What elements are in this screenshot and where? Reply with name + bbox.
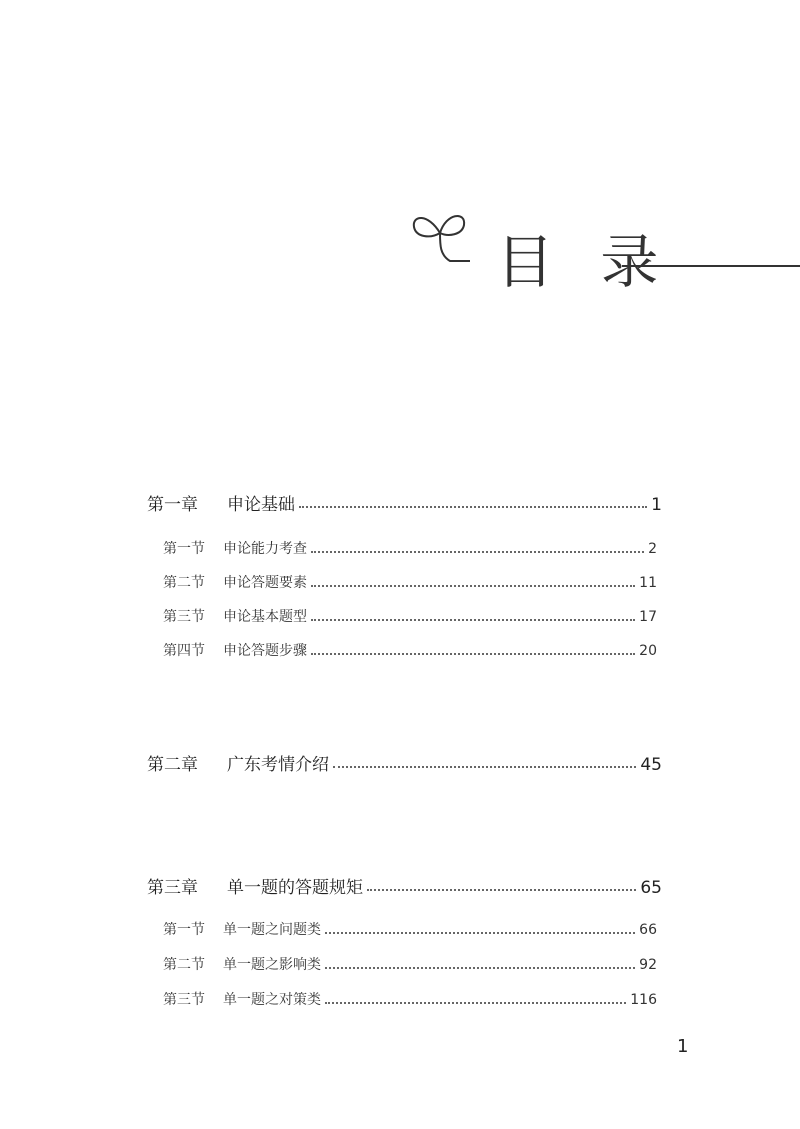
chapter-title: 广东考情介绍	[227, 755, 329, 775]
dot-leader	[311, 653, 635, 655]
toc-section-3-2[interactable]	[163, 954, 657, 974]
section-label: 第三节	[163, 609, 205, 625]
section-label: 第一节	[163, 541, 205, 557]
section-title: 申论答题要素	[223, 575, 307, 591]
chapter-label: 第三章	[147, 878, 198, 898]
page-number: 1	[677, 1036, 689, 1057]
dot-leader	[367, 889, 636, 891]
section-title: 申论基本题型	[223, 609, 307, 625]
section-title: 单一题之影响类	[223, 957, 321, 973]
section-page: 20	[639, 643, 657, 659]
section-page: 11	[639, 575, 657, 591]
dot-leader	[325, 967, 635, 969]
dot-leader	[325, 1002, 626, 1004]
section-page: 92	[639, 957, 657, 973]
chapter-title: 单一题的答题规矩	[227, 878, 363, 898]
toc-chapter-2[interactable]	[147, 750, 662, 775]
toc-header	[410, 205, 800, 305]
toc-section-1-3[interactable]	[163, 606, 657, 626]
section-title: 申论能力考查	[223, 541, 307, 557]
dot-leader	[311, 551, 644, 553]
sprout-icon	[410, 205, 485, 270]
chapter-page: 45	[640, 755, 662, 775]
chapter-label: 第二章	[147, 755, 198, 775]
section-label: 第一节	[163, 922, 205, 938]
dot-leader	[333, 766, 636, 768]
toc-chapter-3[interactable]	[147, 873, 662, 898]
toc-section-3-1[interactable]	[163, 919, 657, 939]
section-page: 2	[648, 541, 657, 557]
section-title: 单一题之对策类	[223, 992, 321, 1008]
section-label: 第四节	[163, 643, 205, 659]
section-label: 第三节	[163, 992, 205, 1008]
section-page: 66	[639, 922, 657, 938]
section-page: 116	[630, 992, 657, 1008]
section-title: 申论答题步骤	[223, 643, 307, 659]
dot-leader	[311, 619, 635, 621]
section-title: 单一题之问题类	[223, 922, 321, 938]
section-label: 第二节	[163, 575, 205, 591]
toc-section-1-4[interactable]	[163, 640, 657, 660]
chapter-label: 第一章	[147, 495, 198, 515]
toc-chapter-1[interactable]	[147, 490, 662, 515]
toc-section-1-2[interactable]	[163, 572, 657, 592]
dot-leader	[299, 506, 647, 508]
page-title: 目 录	[496, 228, 673, 296]
section-page: 17	[639, 609, 657, 625]
toc-section-3-3[interactable]	[163, 989, 657, 1009]
chapter-page: 1	[651, 495, 662, 515]
dot-leader	[325, 932, 635, 934]
section-label: 第二节	[163, 957, 205, 973]
dot-leader	[311, 585, 635, 587]
chapter-title: 申论基础	[227, 495, 295, 515]
title-rule	[622, 265, 800, 267]
chapter-page: 65	[640, 878, 662, 898]
toc-section-1-1[interactable]	[163, 538, 657, 558]
